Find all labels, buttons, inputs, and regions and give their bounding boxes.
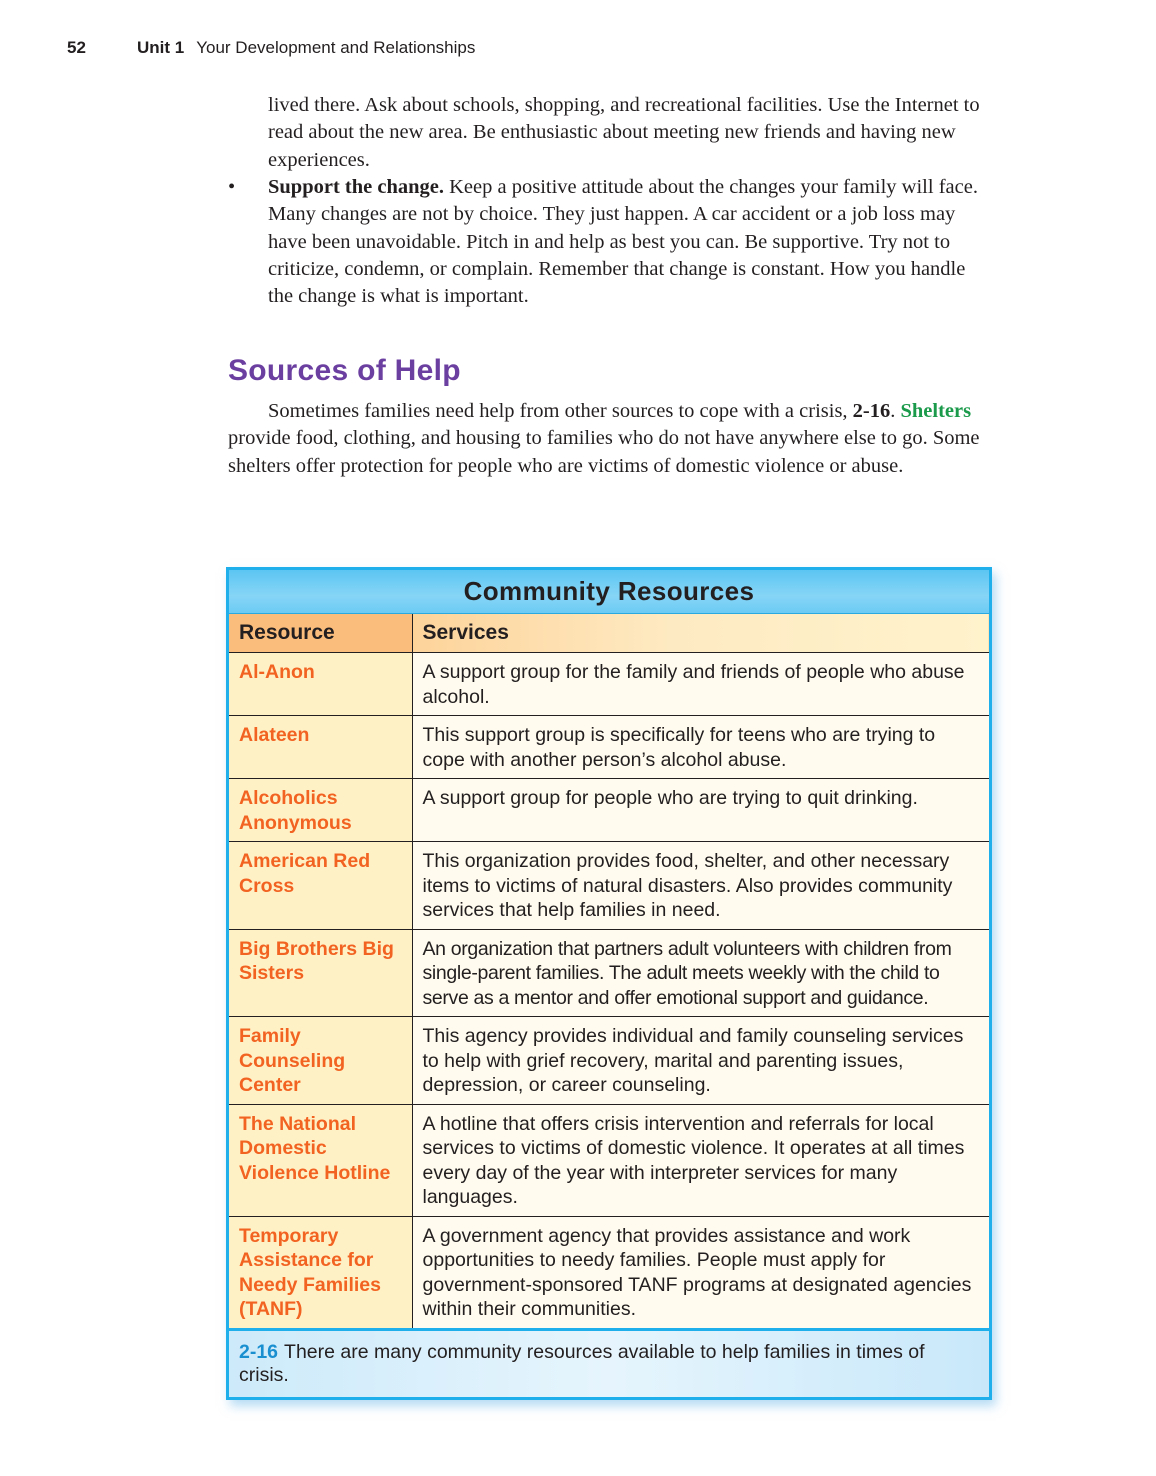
- resource-name: Alateen: [229, 716, 412, 779]
- unit-label: Unit 1: [137, 38, 185, 57]
- community-resources-figure: [226, 567, 992, 1400]
- column-header-resource: Resource: [229, 614, 412, 653]
- bullet-item: [228, 174, 988, 310]
- resource-services: A support group for people who are trying to quit drinking.: [412, 779, 989, 842]
- intro-text-start: Sometimes families need help from other sources to cope with a crisis,: [268, 400, 853, 422]
- resource-services: A hotline that offers crisis intervention and referrals for local services to victims of domestic violence. It operates at all times every day of the year with interpreter services for many languages.: [412, 1104, 989, 1216]
- resource-name: Temporary Assistance for Needy Families (TANF): [229, 1216, 412, 1328]
- table-row: [229, 716, 989, 779]
- unit-title: Your Development and Relationships: [196, 38, 476, 57]
- table-row: [229, 1017, 989, 1105]
- table-row: [229, 842, 989, 930]
- table-row: [229, 779, 989, 842]
- resource-services: A government agency that provides assistance and work opportunities to needy families. People must apply for government-sponsored TANF programs at designated agencies within their communities.: [412, 1216, 989, 1328]
- figure-caption: [229, 1328, 989, 1397]
- figure-reference: 2-16: [852, 400, 891, 422]
- table-header-row: [229, 614, 989, 653]
- resource-name: American Red Cross: [229, 842, 412, 930]
- resource-services: This organization provides food, shelter, and other necessary items to victims of natural disasters. Also provides community services that help families in need.: [412, 842, 989, 930]
- resource-name: Al-Anon: [229, 653, 412, 716]
- resource-services: A support group for the family and friends of people who abuse alcohol.: [412, 653, 989, 716]
- bullet-lead: Support the change.: [268, 176, 444, 198]
- resource-name: The National Domestic Violence Hotline: [229, 1104, 412, 1216]
- bullet-text: [268, 174, 988, 310]
- key-term-shelters: Shelters: [900, 400, 972, 422]
- figure-title: Community Resources: [229, 570, 989, 614]
- resource-name: Big Brothers Big Sisters: [229, 929, 412, 1017]
- intro-text-rest: provide food, clothing, and housing to families who do not have anywhere else to go. Some shelters offer protection for people who are victims of domestic violence or abuse.: [228, 427, 980, 477]
- resource-services: This support group is specifically for teens who are trying to cope with another person’s alcohol abuse.: [412, 716, 989, 779]
- intro-paragraph: [228, 398, 988, 480]
- resource-name: Alcoholics Anonymous: [229, 779, 412, 842]
- intro-period: .: [890, 400, 896, 422]
- bullet-icon: •: [228, 176, 236, 198]
- table-row: [229, 1216, 989, 1328]
- resource-services: This agency provides individual and family counseling services to help with grief recovery, marital and parenting issues, depression, or career counseling.: [412, 1017, 989, 1105]
- table-row: [229, 1104, 989, 1216]
- page-number: 52: [67, 38, 86, 57]
- resources-table: [229, 614, 989, 1328]
- caption-text: There are many community resources available to help families in times of crisis.: [239, 1340, 925, 1386]
- column-header-services: Services: [412, 614, 989, 653]
- caption-number: 2-16: [239, 1340, 279, 1363]
- continued-paragraph: lived there. Ask about schools, shopping, and recreational facilities. Use the Internet to read about the new area. Be enthusiastic about meeting new friends and having new experiences.: [268, 94, 980, 171]
- resource-name: Family Counseling Center: [229, 1017, 412, 1105]
- section-heading: Sources of Help: [228, 354, 461, 387]
- running-head: [67, 38, 475, 64]
- bullet-body: Keep a positive attitude about the changes your family will face. Many changes are not by choice. They just happen. A car accident or a job loss may have been unavoidable. Pitch in and help as best you can. Be supportive. Try not to criticize, condemn, or complain. Remember that change is constant. How you handle the change is what is important.: [268, 176, 978, 308]
- resource-services: An organization that partners adult volunteers with children from single-parent families. The adult meets weekly with the child to serve as a mentor and offer emotional support and guidance.: [412, 929, 989, 1017]
- table-row: [229, 929, 989, 1017]
- table-row: [229, 653, 989, 716]
